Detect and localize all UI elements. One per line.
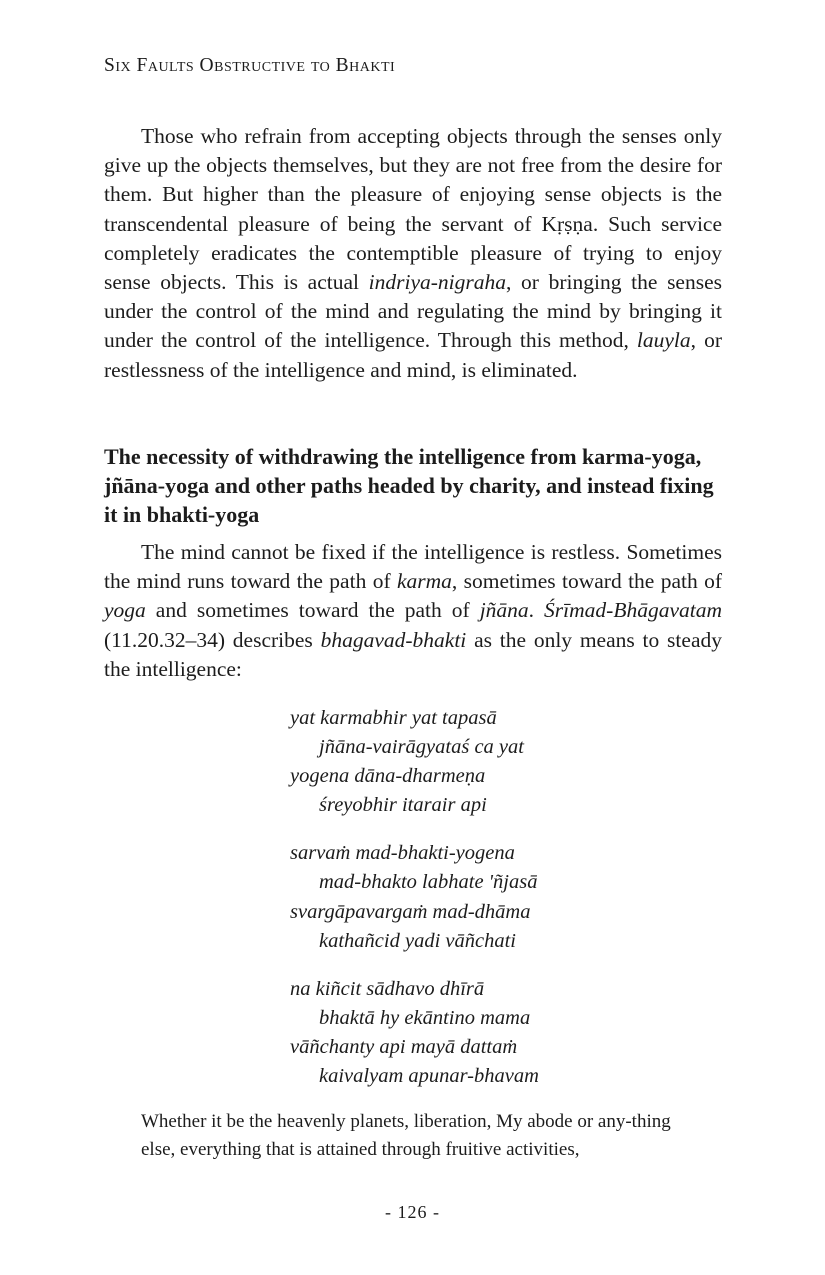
verse-line: svargāpavargaṁ mad-dhāma	[290, 900, 531, 923]
verse-line: yogena dāna-dharmeṇa	[290, 765, 486, 788]
verse-stanza	[290, 704, 539, 820]
section-heading: The necessity of withdrawing the intelligence from karma-yoga, jñāna-yoga and other paths headed by charity, and instead fixing it in bhakti-yoga	[104, 444, 714, 528]
body-paragraph	[104, 538, 722, 684]
verse-line: śreyobhir itarair api	[319, 794, 487, 817]
verse-line: kaivalyam apunar-bhavam	[319, 1065, 539, 1088]
text-run-italic: karma	[396, 569, 452, 594]
text-run: The mind cannot be fixed if the intelligence is restless. Sometimes the mind runs toward the path of	[104, 540, 722, 594]
verse-line: jñāna-vairāgyataś ca yat	[319, 736, 524, 759]
text-run-italic: Śrīmad-Bhāgavatam	[544, 598, 722, 623]
verse-line: vāñchanty api mayā dattaṁ	[290, 1035, 518, 1058]
text-run: , or restlessness of the intelligence and mind, is eliminated.	[104, 328, 722, 382]
verse-stanza	[290, 975, 539, 1091]
text-run-italic: lauyla	[636, 328, 691, 353]
text-run: (11.20.32–34) describes	[104, 627, 321, 652]
text-run-italic: indriya-nigraha	[368, 270, 507, 295]
verse-line: mad-bhakto labhate 'ñjasā	[319, 871, 538, 894]
text-run: as the only means to steady the intelligence:	[104, 627, 722, 681]
verse-line: yat karmabhir yat tapasā	[290, 707, 497, 729]
text-run-italic: bhagavad-bhakti	[320, 627, 467, 652]
verse-stanza	[290, 839, 539, 955]
text-run: .	[528, 598, 545, 623]
verse-translation: Whether it be the heavenly planets, liberation, My abode or any-thing else, everything that is attained through fruitive activities,	[141, 1111, 671, 1160]
text-run: Those who refrain from accepting objects through the senses only give up the objects themselves, but they are not free from the desire for them. But higher than the pleasure of enjoying sense objects is the transcendental pleasure of being the servant of Kṛṣṇa. Such service completely eradicates the contemptible pleasure of trying to enjoy sense objects. This is actual	[104, 124, 722, 295]
running-head: Six Faults Obstructive to Bhakti	[104, 55, 396, 76]
text-run: and sometimes toward the path of	[145, 598, 480, 623]
text-run: , or bringing the senses under the control of the mind and regulating the mind by bringing it under the control of the intelligence. Through this method,	[104, 270, 723, 353]
text-run-italic: yoga	[104, 598, 146, 623]
verse-line: sarvaṁ mad-bhakti-yogena	[290, 842, 515, 865]
verse-block	[290, 704, 539, 1110]
verse-line: kathañcid yadi vāñchati	[319, 929, 516, 952]
body-paragraph	[104, 122, 722, 385]
page-number: - 126 -	[385, 1202, 440, 1222]
text-run-italic: jñāna	[479, 598, 529, 623]
verse-line: na kiñcit sādhavo dhīrā	[290, 977, 485, 1000]
verse-line: bhaktā hy ekāntino mama	[319, 1006, 531, 1029]
text-run: , sometimes toward the path of	[451, 569, 723, 594]
